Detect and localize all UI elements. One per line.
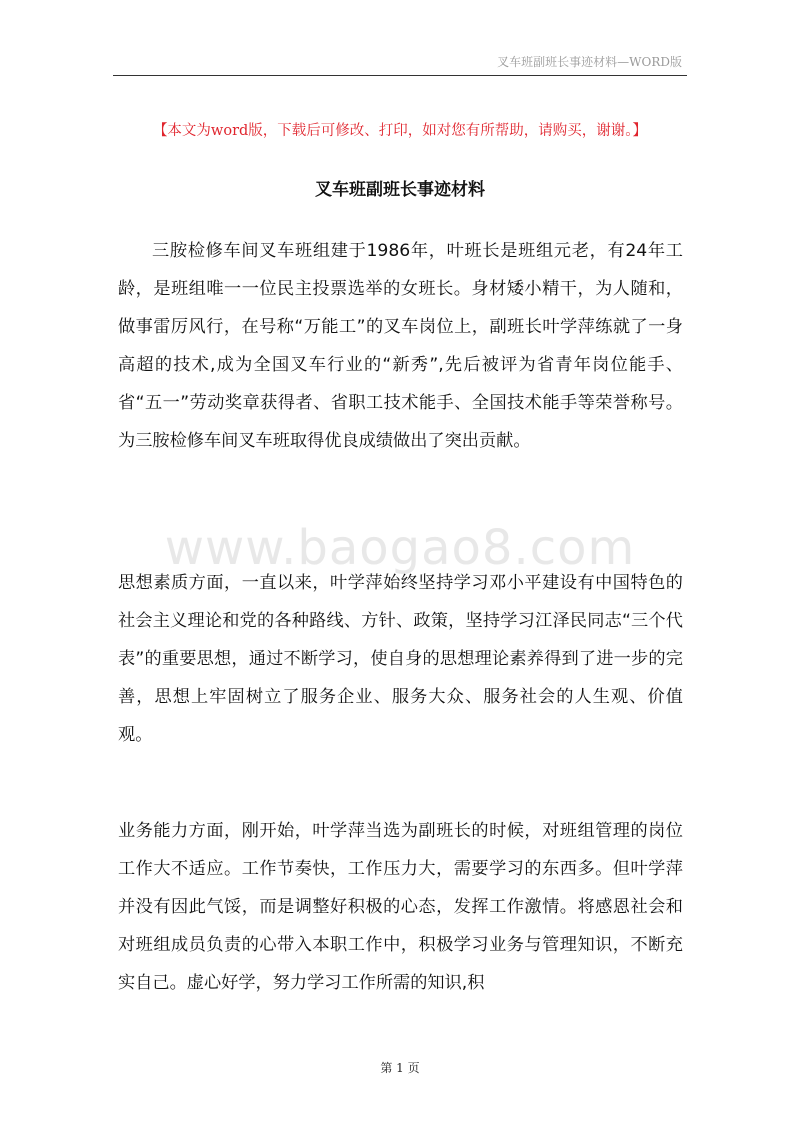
paragraph-ideology: 思想素质方面，一直以来，叶学萍始终坚持学习邓小平建设有中国特色的社会主义理论和党的各种路线、方针、政策，坚持学习江泽民同志“三个代表”的重要思想，通过不断学习，使自身的思想理论素养得到了进一步的完善，思想上牢固树立了服务企业、服务大众、服务社会的人生观、价值观。 [118, 573, 683, 745]
website-watermark: www.baogao8.com [164, 520, 636, 576]
running-header: 叉车班副班长事迹材料—WORD版 [497, 55, 682, 69]
paragraph-intro: 三胺检修车间叉车班组建于1986年，叶班长是班组元老，有24年工龄，是班组唯一一位民主投票选举的女班长。身材矮小精干，为人随和，做事雷厉风行，在号称“万能工”的叉车岗位上，副班长叶学萍练就了一身高超的技术,成为全国叉车行业的“新秀”,先后被评为省青年岗位能手、省“五一”劳动奖章获得者、省职工技术能手、全国技术能手等荣誉称号。为三胺检修车间叉车班取得优良成绩做出了突出贡献。 [118, 241, 683, 451]
page-number: 第 1 页 [380, 1061, 420, 1075]
document-title: 叉车班副班长事迹材料 [315, 180, 485, 200]
purchase-notice: 【本文为word版，下载后可修改、打印，如对您有所帮助，请购买，谢谢。】 [152, 123, 648, 139]
header-divider [113, 75, 687, 76]
paragraph-business-ability: 业务能力方面，刚开始，叶学萍当选为副班长的时候，对班组管理的岗位工作大不适应。工作节奏快，工作压力大，需要学习的东西多。但叶学萍并没有因此气馁，而是调整好积极的心态，发挥工作激情。将感恩社会和对班组成员负责的心带入本职工作中，积极学习业务与管理知识，不断充实自己。虚心好学，努力学习工作所需的知识,积 [118, 821, 683, 993]
